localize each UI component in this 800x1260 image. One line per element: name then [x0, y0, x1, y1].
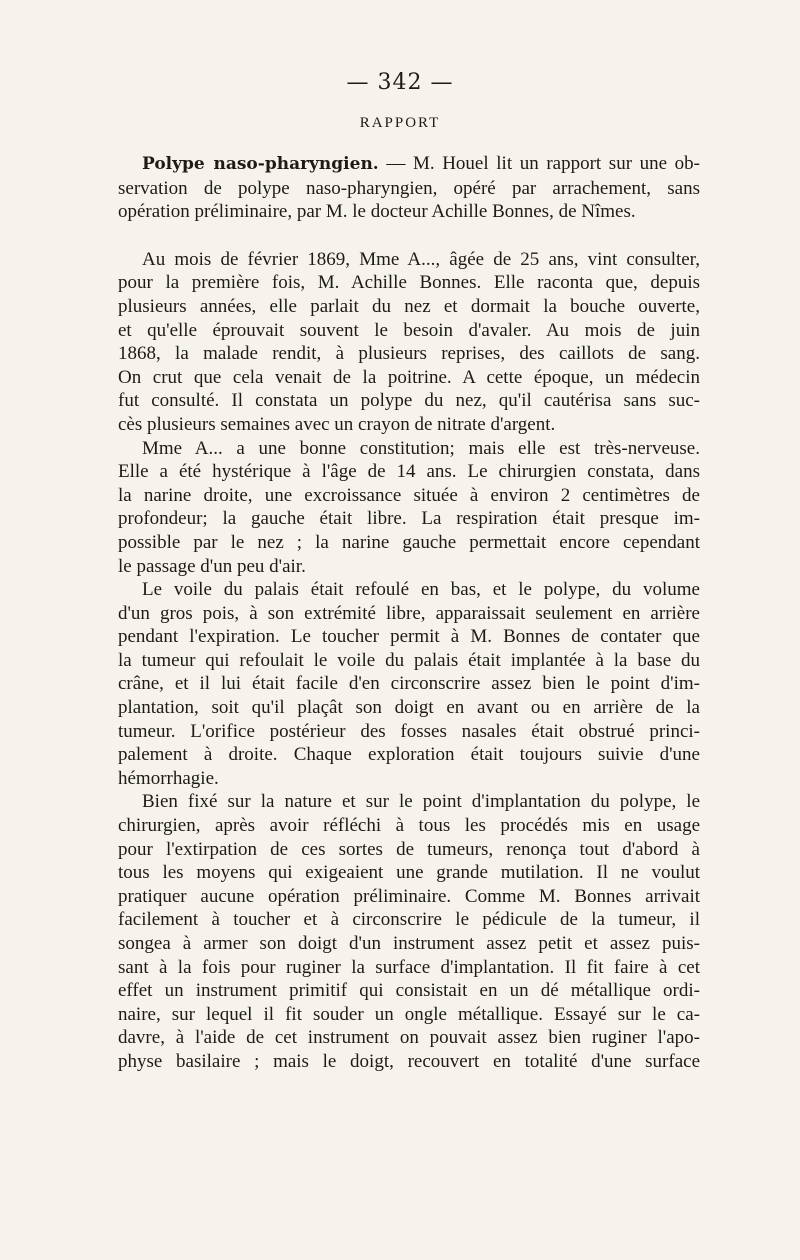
text-line: pratiquer aucune opération préliminaire. Comme M. Bonnes arrivait — [118, 885, 700, 907]
text-line: possible par le nez ; la narine gauche permettait encore cependant — [118, 531, 700, 553]
text-line: plantation, soit qu'il plaçât son doigt en avant ou en arrière de la — [118, 697, 700, 719]
text-line: sant à la fois pour ruginer la surface d'implantation. Il fit faire à cet — [118, 956, 700, 978]
text-line: le passage d'un peu d'air. — [118, 555, 306, 577]
text-line: Au mois de février 1869, Mme A..., âgée de 25 ans, vint consulter, — [142, 248, 700, 270]
intro-bold-title: Polype naso-pharyngien. — [142, 154, 379, 174]
body-text — [118, 152, 700, 1074]
text-line: 1868, la malade rendit, à plusieurs reprises, des caillots de sang. — [118, 343, 700, 365]
paragraph — [118, 437, 700, 579]
text-line: la tumeur qui refoulait le voile du palais était implantée à la base du — [118, 649, 700, 671]
paragraph — [118, 248, 700, 437]
text-line: servation de polype naso-pharyngien, opéré par arrachement, sans — [118, 177, 700, 199]
text-line: chirurgien, après avoir réfléchi à tous les procédés mis en usage — [118, 815, 700, 837]
text-line: songea à armer son doigt d'un instrument assez petit et assez puis- — [118, 933, 700, 954]
text-line: la narine droite, une excroissance située à environ 2 centimètres de — [118, 484, 700, 506]
paragraph-gap — [118, 224, 700, 248]
intro-line-rest: — M. Houel lit un rapport sur une ob- — [378, 153, 700, 174]
text-line: pendant l'expiration. Le toucher permit à M. Bonnes de contater que — [118, 626, 700, 648]
text-line: hémorrhagie. — [118, 767, 219, 789]
text-line: opération préliminaire, par M. le docteur Achille Bonnes, de Nîmes. — [118, 201, 636, 223]
text-line: tous les moyens qui exigeaient une grande mutilation. Il ne voulut — [118, 862, 700, 884]
text-line: pour l'extirpation de ces sortes de tumeurs, renonça tout d'abord à — [118, 838, 700, 860]
text-line: davre, à l'aide de cet instrument on pouvait assez bien ruginer l'apo- — [118, 1027, 700, 1049]
text-line: crâne, et il lui était facile d'en circonscrire assez bien le point d'im- — [118, 673, 700, 695]
text-line: cès plusieurs semaines avec un crayon de nitrate d'argent. — [118, 413, 556, 435]
text-line — [118, 152, 700, 177]
text-line: Le voile du palais était refoulé en bas, et le polype, du volume — [142, 579, 700, 601]
text-line: Bien fixé sur la nature et sur le point d'implantation du polype, le — [142, 791, 700, 813]
text-line: physe basilaire ; mais le doigt, recouvert en totalité d'une surface — [118, 1050, 700, 1072]
intro-paragraph — [118, 152, 700, 224]
text-line: On crut que cela venait de la poitrine. A cette époque, un médecin — [118, 366, 700, 388]
text-line: Mme A... a une bonne constitution; mais elle est très-nerveuse. — [142, 437, 700, 459]
page-number: — 342 — — [346, 70, 454, 95]
text-line: profondeur; la gauche était libre. La respiration était presque im- — [118, 508, 700, 530]
text-line: tumeur. L'orifice postérieur des fosses nasales était obstrué princi- — [118, 720, 700, 742]
text-line: facilement à toucher et à circonscrire le pédicule de la tumeur, il — [118, 909, 700, 931]
text-line: d'un gros pois, à son extrémité libre, apparaissait seulement en arrière — [118, 602, 700, 624]
paragraph — [118, 578, 700, 790]
paragraph — [118, 790, 700, 1073]
text-line: fut consulté. Il constata un polype du nez, qu'il cautérisa sans suc- — [118, 390, 700, 412]
text-line: Elle a été hystérique à l'âge de 14 ans. Le chirurgien constata, dans — [118, 461, 700, 483]
text-line: pour la première fois, M. Achille Bonnes. Elle raconta que, depuis — [118, 272, 700, 294]
section-title: RAPPORT — [359, 115, 441, 131]
text-line: plusieurs années, elle parlait du nez et dormait la bouche ouverte, — [118, 295, 700, 317]
text-line: et qu'elle éprouvait souvent le besoin d'avaler. Au mois de juin — [118, 319, 700, 341]
text-line: palement à droite. Chaque exploration était toujours suivie d'une — [118, 744, 700, 766]
text-line: naire, sur lequel il fit souder un ongle métallique. Essayé sur le ca- — [118, 1003, 700, 1025]
text-line: effet un instrument primitif qui consistait en un dé métallique ordi- — [118, 980, 700, 1002]
